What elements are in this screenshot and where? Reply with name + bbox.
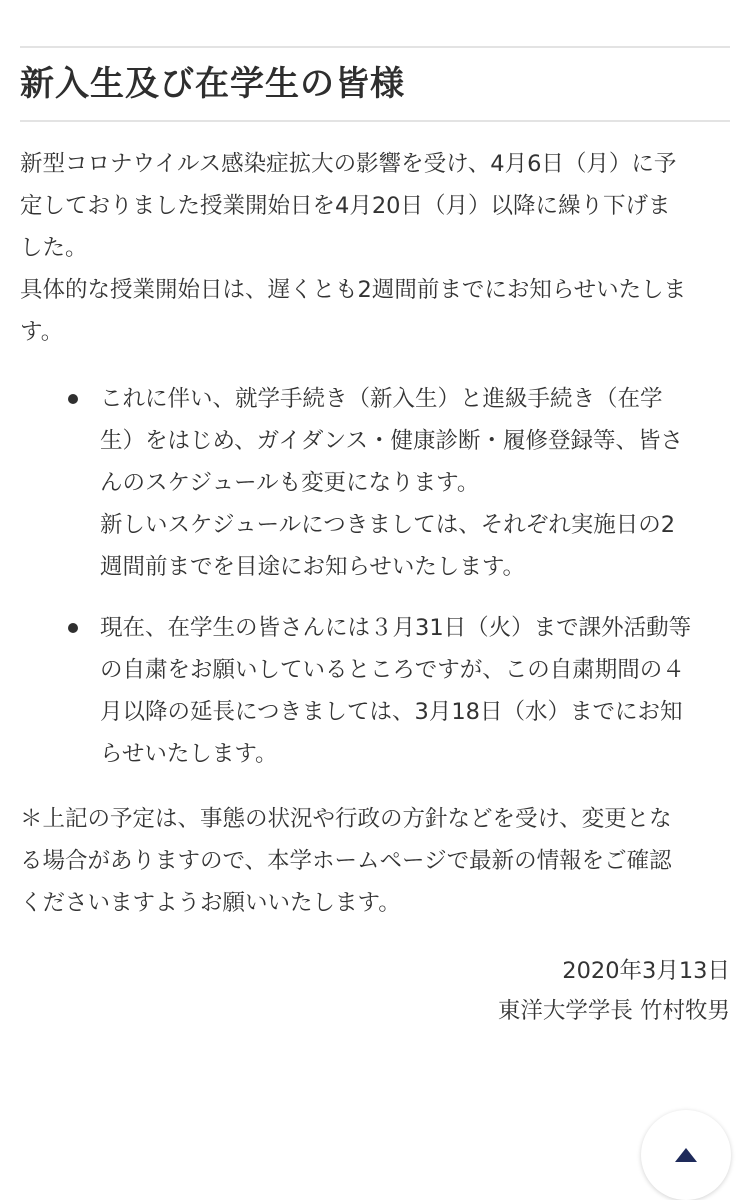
text-line: んのスケジュールも変更になります。 — [100, 470, 480, 496]
paragraph-start-date — [20, 269, 730, 353]
page-title: 新入生及び在学生の皆様 — [20, 64, 405, 104]
text-line: 具体的な授業開始日は、遅くとも2週間前までにお知らせいたしま — [20, 277, 687, 303]
text-line: これに伴い、就学手続き（新入生）と進級手続き（在学 — [100, 386, 663, 412]
list-item — [20, 378, 730, 588]
text-line: 週間前までを目途にお知らせいたします。 — [100, 554, 526, 580]
text-line: 月以降の延長につきましては、3月18日（水）までにお知 — [100, 699, 683, 725]
signer-name: 東洋大学学長 竹村牧男 — [497, 998, 730, 1024]
text-line: る場合がありますので、本学ホームページで最新の情報をご確認 — [20, 848, 672, 874]
bullet-list — [20, 378, 730, 775]
text-line: した。 — [20, 235, 88, 261]
text-line: 定しておりました授業開始日を4月20日（月）以降に繰り下げま — [20, 193, 671, 219]
paragraph-notice — [20, 798, 730, 924]
text-line: 現在、在学生の皆さんには３月31日（火）まで課外活動等 — [100, 615, 692, 641]
text-line: す。 — [20, 319, 64, 345]
list-item — [20, 607, 730, 775]
announcement-date: 2020年3月13日 — [562, 958, 730, 984]
bullet-icon — [68, 394, 78, 404]
title-divider — [20, 120, 730, 122]
text-line: 新しいスケジュールにつきましては、それぞれ実施日の2 — [100, 512, 676, 538]
top-divider — [20, 46, 730, 48]
text-line: 生）をはじめ、ガイダンス・健康診断・履修登録等、皆さ — [100, 428, 683, 454]
text-line: 新型コロナウイルス感染症拡大の影響を受け、4月6日（月）に予 — [20, 151, 677, 177]
bullet-icon — [68, 623, 78, 633]
triangle-up-icon — [675, 1148, 697, 1162]
paragraph-postponement — [20, 143, 730, 269]
text-line: ＊上記の予定は、事態の状況や行政の方針などを受け、変更とな — [20, 806, 672, 832]
text-line: らせいたします。 — [100, 741, 278, 767]
back-to-top-button[interactable] — [641, 1110, 731, 1200]
text-line: くださいますようお願いいたします。 — [20, 890, 401, 916]
text-line: の自粛をお願いしているところですが、この自粛期間の４ — [100, 657, 685, 683]
